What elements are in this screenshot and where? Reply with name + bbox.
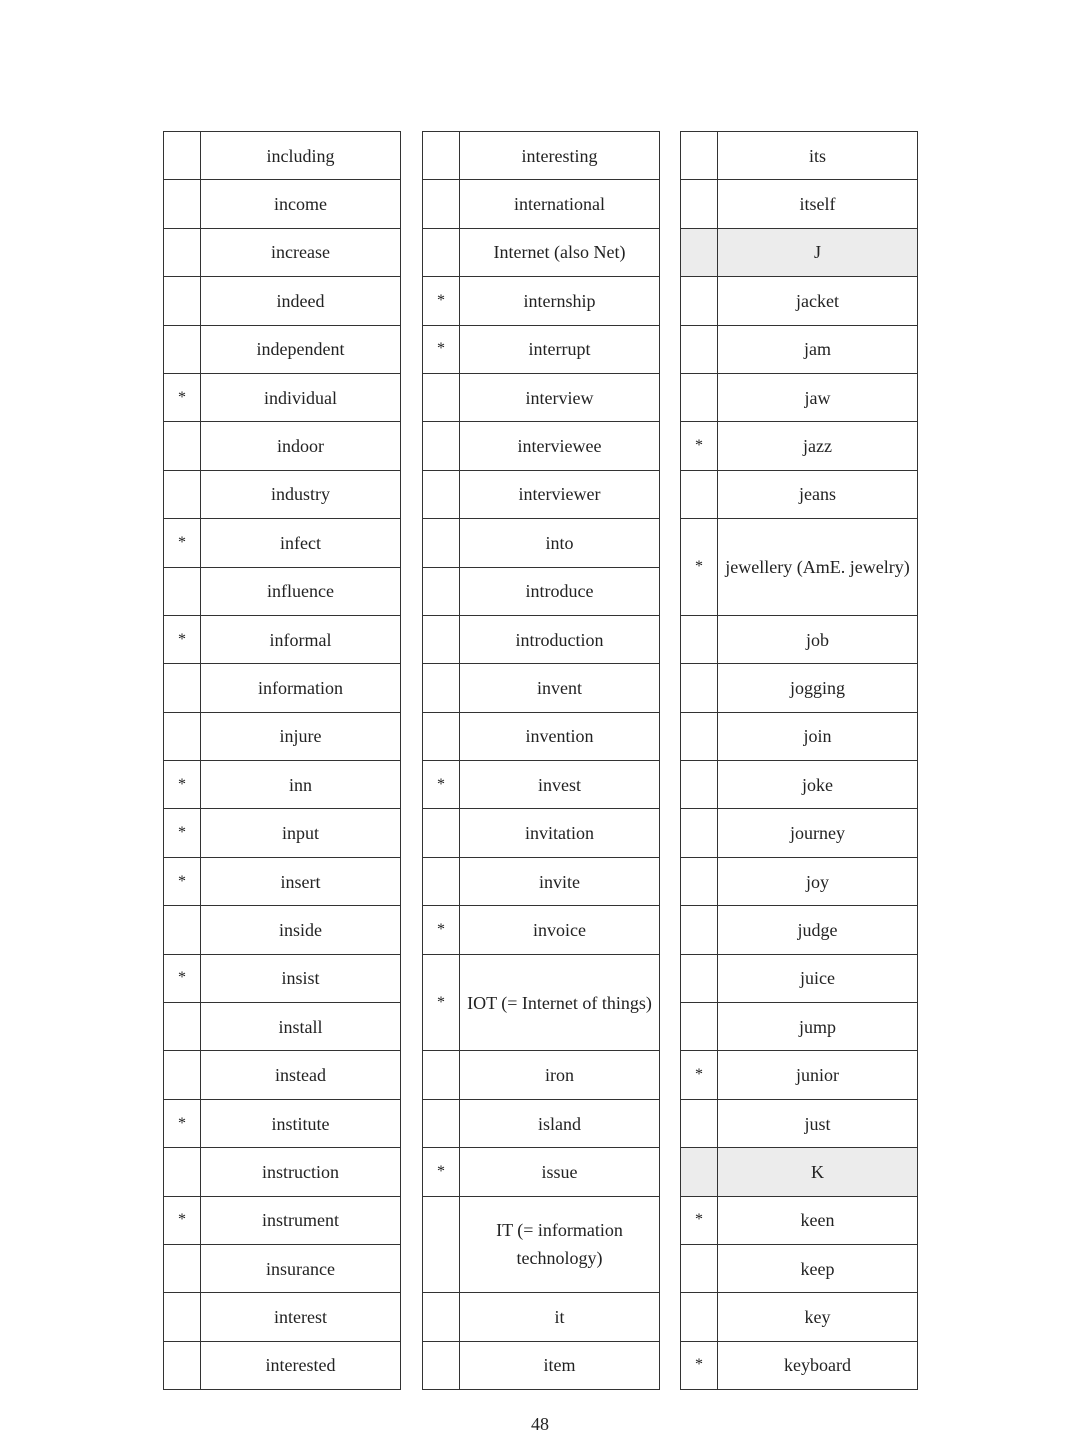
star-mark	[681, 1099, 718, 1147]
table-row	[423, 1148, 660, 1196]
table-row	[423, 132, 660, 180]
table-row	[681, 712, 918, 760]
star-mark: *	[164, 615, 201, 663]
star-mark	[681, 180, 718, 228]
star-mark	[423, 615, 460, 663]
table-row	[681, 954, 918, 1002]
star-mark	[423, 519, 460, 567]
star-mark: *	[423, 325, 460, 373]
vocab-word: into	[460, 519, 660, 567]
vocab-word: invitation	[460, 809, 660, 857]
star-mark: *	[423, 1148, 460, 1196]
table-row	[423, 1099, 660, 1147]
vocab-word: infect	[201, 519, 401, 567]
star-mark: *	[423, 906, 460, 954]
star-mark	[423, 132, 460, 180]
vocab-word: Internet (also Net)	[460, 228, 660, 276]
star-mark	[164, 422, 201, 470]
vocab-word: international	[460, 180, 660, 228]
star-mark: *	[681, 1196, 718, 1244]
table-row	[164, 954, 401, 1002]
table-row	[164, 132, 401, 180]
star-mark	[423, 857, 460, 905]
vocab-word: key	[718, 1293, 918, 1341]
star-mark: *	[164, 857, 201, 905]
vocab-word: invoice	[460, 906, 660, 954]
table-row	[164, 615, 401, 663]
vocab-word: invent	[460, 664, 660, 712]
vocab-word: keyboard	[718, 1341, 918, 1389]
star-mark	[164, 132, 201, 180]
table-row	[423, 906, 660, 954]
star-mark	[164, 180, 201, 228]
star-mark: *	[423, 761, 460, 809]
vocab-word: jazz	[718, 422, 918, 470]
table-row	[681, 1341, 918, 1389]
table-row	[164, 761, 401, 809]
vocab-word: invite	[460, 857, 660, 905]
table-row	[681, 132, 918, 180]
star-mark	[681, 906, 718, 954]
table-row	[164, 906, 401, 954]
star-mark	[681, 1293, 718, 1341]
vocab-word: jeans	[718, 470, 918, 518]
star-mark	[681, 857, 718, 905]
table-row	[164, 1341, 401, 1389]
star-mark	[423, 228, 460, 276]
table-row	[164, 277, 401, 325]
table-row	[681, 1293, 918, 1341]
vocab-word: island	[460, 1099, 660, 1147]
star-mark	[423, 373, 460, 421]
star-mark	[164, 1051, 201, 1099]
table-row	[164, 519, 401, 567]
vocab-word: invention	[460, 712, 660, 760]
table-row	[164, 470, 401, 518]
star-mark	[164, 1244, 201, 1292]
table-row	[423, 1051, 660, 1099]
vocab-word: job	[718, 615, 918, 663]
page-number: 48	[531, 1414, 549, 1434]
section-letter: J	[718, 228, 918, 276]
table-row	[423, 615, 660, 663]
star-mark: *	[164, 809, 201, 857]
vocab-word: informal	[201, 615, 401, 663]
vocab-word: journey	[718, 809, 918, 857]
star-mark: *	[164, 761, 201, 809]
star-mark	[423, 422, 460, 470]
vocab-word: indoor	[201, 422, 401, 470]
vocab-word: information	[201, 664, 401, 712]
vocab-word: independent	[201, 325, 401, 373]
vocab-word: increase	[201, 228, 401, 276]
star-mark	[681, 373, 718, 421]
vocab-word: it	[460, 1293, 660, 1341]
vocab-word: industry	[201, 470, 401, 518]
star-mark	[423, 470, 460, 518]
table-row	[423, 809, 660, 857]
table-row	[423, 180, 660, 228]
table-row	[164, 1051, 401, 1099]
star-mark	[164, 1148, 201, 1196]
vocab-word: income	[201, 180, 401, 228]
table-row	[164, 422, 401, 470]
vocab-word: insurance	[201, 1244, 401, 1292]
star-mark: *	[423, 277, 460, 325]
table-row	[423, 712, 660, 760]
star-mark	[681, 277, 718, 325]
table-row	[164, 664, 401, 712]
vocab-word: juice	[718, 954, 918, 1002]
table-row	[164, 567, 401, 615]
star-mark: *	[423, 954, 460, 1051]
vocab-word: influence	[201, 567, 401, 615]
table-row	[681, 373, 918, 421]
vocab-word: interview	[460, 373, 660, 421]
vocab-word: install	[201, 1003, 401, 1051]
table-row	[423, 1196, 660, 1244]
table-row	[681, 325, 918, 373]
table-row	[164, 180, 401, 228]
vocab-word: interest	[201, 1293, 401, 1341]
vocab-word: introduce	[460, 567, 660, 615]
table-row	[681, 1196, 918, 1244]
vocab-word: including	[201, 132, 401, 180]
vocab-table-1	[163, 131, 401, 1390]
vocab-word: joy	[718, 857, 918, 905]
vocab-word: interesting	[460, 132, 660, 180]
table-row	[681, 422, 918, 470]
table-row	[681, 1244, 918, 1292]
star-mark	[164, 325, 201, 373]
star-mark	[681, 615, 718, 663]
star-mark	[681, 1244, 718, 1292]
table-row	[423, 373, 660, 421]
vocab-word: IT (= information technology)	[460, 1196, 660, 1293]
section-header-row	[681, 1148, 918, 1196]
vocab-word: IOT (= Internet of things)	[460, 954, 660, 1051]
star-mark	[164, 277, 201, 325]
table-row	[164, 1148, 401, 1196]
star-mark: *	[681, 519, 718, 616]
star-mark	[423, 1051, 460, 1099]
vocab-word: jump	[718, 1003, 918, 1051]
table-row	[423, 519, 660, 567]
vocab-word: junior	[718, 1051, 918, 1099]
section-header-row	[681, 228, 918, 276]
vocab-word: input	[201, 809, 401, 857]
table-row	[423, 664, 660, 712]
vocab-word: jogging	[718, 664, 918, 712]
star-mark	[423, 567, 460, 615]
star-mark	[164, 712, 201, 760]
vocab-word: joke	[718, 761, 918, 809]
table-row	[681, 809, 918, 857]
table-row	[423, 228, 660, 276]
table-row	[681, 519, 918, 567]
star-mark	[423, 1293, 460, 1341]
star-mark	[681, 325, 718, 373]
vocab-word: keen	[718, 1196, 918, 1244]
vocab-word: individual	[201, 373, 401, 421]
table-row	[423, 857, 660, 905]
vocab-word: keep	[718, 1244, 918, 1292]
vocab-word: interviewee	[460, 422, 660, 470]
star-mark	[681, 954, 718, 1002]
star-mark	[423, 809, 460, 857]
star-mark	[681, 664, 718, 712]
vocab-word: judge	[718, 906, 918, 954]
vocab-word: internship	[460, 277, 660, 325]
vocab-word: item	[460, 1341, 660, 1389]
table-row	[423, 1293, 660, 1341]
table-row	[164, 1196, 401, 1244]
table-row	[164, 857, 401, 905]
vocab-word: inn	[201, 761, 401, 809]
vocab-word: interviewer	[460, 470, 660, 518]
vocab-word: jam	[718, 325, 918, 373]
star-mark	[164, 1293, 201, 1341]
star-mark	[164, 664, 201, 712]
table-row	[681, 664, 918, 712]
vocab-table-3	[680, 131, 918, 1390]
table-row	[681, 857, 918, 905]
table-row	[423, 277, 660, 325]
star-mark	[681, 761, 718, 809]
star-mark	[164, 228, 201, 276]
table-row	[681, 1003, 918, 1051]
star-mark	[423, 1196, 460, 1293]
table-row	[164, 1003, 401, 1051]
star-mark	[164, 470, 201, 518]
star-mark	[164, 906, 201, 954]
table-row	[164, 1099, 401, 1147]
table-row	[164, 373, 401, 421]
star-mark: *	[164, 954, 201, 1002]
vocab-word: inside	[201, 906, 401, 954]
vocab-word: its	[718, 132, 918, 180]
star-mark: *	[681, 422, 718, 470]
vocab-word: jaw	[718, 373, 918, 421]
section-letter: K	[718, 1148, 918, 1196]
vocab-word: issue	[460, 1148, 660, 1196]
star-mark	[423, 1341, 460, 1389]
table-row	[681, 277, 918, 325]
vocab-word: just	[718, 1099, 918, 1147]
vocab-word: invest	[460, 761, 660, 809]
table-row	[681, 761, 918, 809]
table-row	[423, 761, 660, 809]
table-row	[681, 615, 918, 663]
star-mark	[164, 1341, 201, 1389]
star-mark	[681, 1003, 718, 1051]
vocab-word: insert	[201, 857, 401, 905]
table-row	[681, 1099, 918, 1147]
table-row	[681, 906, 918, 954]
vocab-word: join	[718, 712, 918, 760]
star-mark	[681, 228, 718, 276]
star-mark: *	[164, 1196, 201, 1244]
star-mark	[681, 470, 718, 518]
table-row	[681, 1051, 918, 1099]
star-mark: *	[164, 373, 201, 421]
vocab-table-2	[422, 131, 660, 1390]
table-row	[423, 567, 660, 615]
table-row	[164, 1244, 401, 1292]
star-mark	[681, 1148, 718, 1196]
vocab-word: instead	[201, 1051, 401, 1099]
vocab-word: injure	[201, 712, 401, 760]
star-mark: *	[164, 519, 201, 567]
vocab-word: interested	[201, 1341, 401, 1389]
star-mark	[423, 712, 460, 760]
vocab-word: institute	[201, 1099, 401, 1147]
vocab-word: introduction	[460, 615, 660, 663]
vocab-word: instruction	[201, 1148, 401, 1196]
star-mark	[681, 132, 718, 180]
table-row	[164, 809, 401, 857]
star-mark: *	[681, 1341, 718, 1389]
star-mark	[681, 809, 718, 857]
vocab-word: itself	[718, 180, 918, 228]
table-row	[681, 470, 918, 518]
vocab-word: jacket	[718, 277, 918, 325]
vocab-word: jewellery (AmE. jewelry)	[718, 519, 918, 616]
table-row	[423, 422, 660, 470]
vocab-word: insist	[201, 954, 401, 1002]
table-row	[423, 325, 660, 373]
star-mark: *	[681, 1051, 718, 1099]
table-row	[423, 954, 660, 1002]
table-row	[423, 1341, 660, 1389]
star-mark: *	[164, 1099, 201, 1147]
table-row	[164, 712, 401, 760]
vocab-word: instrument	[201, 1196, 401, 1244]
star-mark	[164, 567, 201, 615]
table-row	[423, 470, 660, 518]
table-row	[164, 325, 401, 373]
vocab-word: indeed	[201, 277, 401, 325]
star-mark	[164, 1003, 201, 1051]
table-row	[164, 1293, 401, 1341]
vocab-word: interrupt	[460, 325, 660, 373]
table-row	[681, 180, 918, 228]
table-row	[164, 228, 401, 276]
star-mark	[423, 664, 460, 712]
star-mark	[681, 712, 718, 760]
star-mark	[423, 180, 460, 228]
vocab-word: iron	[460, 1051, 660, 1099]
star-mark	[423, 1099, 460, 1147]
